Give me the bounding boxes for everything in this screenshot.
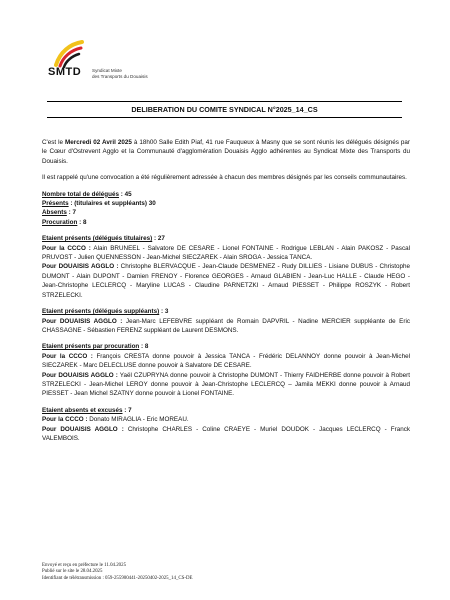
footer-prefecture: Envoyé et reçu en préfecture le 11.04.2025 <box>42 563 127 568</box>
footer-identifier: Identifiant de télétransmission : 059-255900441-20250402-2025_14_CS-DE <box>42 575 193 581</box>
section-procuration: Etaient présents par procuration : 8 Pour la CCCO : François CRESTA donne pouvoir à Jessica TANCA - Frédéric DELANNOY donne pouvoir à Jean-Michel SIECZAREK - Marc DELECLUSE donne pouvoir à Salvatore DE CESARE. Pour DOUAISIS AGGLO : Yaël CZUPRYNA donne pouvoir à Christophe DUMONT - Thierry FAIDHERBE donne pouvoir à Robert STRZELECKI - Jean-Michel LEROY donne pouvoir à Jean-Christophe LECLERCQ – Jamila MEKKI donne pouvoir à Arnaud PIESSET - Jean Michel SZATNY donne pouvoir à Lionel FONTAINE. <box>42 343 410 398</box>
meeting-date: Mercredi 02 Avril 2025 <box>65 139 132 146</box>
section-suppleants: Etaient présents (délégués suppléants) : 3 Pour DOUAISIS AGGLO : Jean-Marc LEFEBVRE suppléant de Romain DAPVRIL - Nadine MERCIER suppléante de Eric CHASSAGNE - Sébastien FERENZ suppléant de Laurent DESMONS. <box>42 308 411 334</box>
section-titulaires: Etaient présents (délégués titulaires) : 27 Pour la CCCO : Alain BRUNEEL - Salvatore DE CESARE - Lionel FONTAINE - Rodrigue LEBLAN - Alain PAKOSZ - Pascal PRUVOST - Julien QUENNESSON - Jean-Michel SIECZAREK - Alain SROGA - Jessica TANCA. Pour DOUAISIS AGGLO : Christophe BLERVACQUE - Jean-Claude DESMENEZ - Rudy DILLIES - Lisiane DUBUS - Christophe DUMONT - Alain DUPONT - Damien FRENOY - Florence GEORGES - Arnaud GLABIEN - Jean-Luc HALLE - Claude HEGO - Jean-Christophe LECLERCQ - Maryline LUCAS - Claudine PARNETZKI - Arnaud PIESSET - Philippe ROSZYK - Robert STRZELECKI. <box>42 235 410 299</box>
section-absents: Etaient absents et excusés : 7 Pour la CCCO : Donato MIRAGLIA - Eric MOREAU. Pour DOUAISIS AGGLO : Christophe CHARLES - Coline CRAEYE - Muriel DOUDOK - Jacques LECLERCQ - Franck VALEMBOIS. <box>42 406 410 442</box>
logo-wordmark: SMTD <box>48 66 82 78</box>
smtd-logo <box>48 38 168 88</box>
transmission-footer <box>42 563 410 582</box>
logo-emblem-icon <box>48 38 88 68</box>
document-body <box>42 138 410 443</box>
intro-paragraph: C'est le Mercredi 02 Avril 2025 à 18h00 Salle Edith Piaf, 41 rue Fauqueux à Masny que se sont réunis les délégués désignés par le Cœur d'Ostrevent Agglo et la Communauté d'agglomération Douaisis Agglo adhérentes au Syndicat Mixte des Transports du Douaisis. <box>42 139 410 165</box>
page-title: DELIBERATION DU COMITE SYNDICAL N°2025_14_CS <box>47 101 402 118</box>
logo-subtitle: Syndicat Mixte des Transports du Douaisis <box>92 68 148 79</box>
counts-block: Nombre total de délégués : 45 Présents : (titulaires et suppléants) 30 Absents : 7 Procuration : 8 <box>42 190 156 226</box>
footer-publication: Publié sur le site le 28.04.2025 <box>42 569 103 575</box>
reminder-paragraph: Il est rappelé qu'une convocation a été régulièrement adressée à chacun des membres désignés par les conseils communautaires. <box>42 174 407 182</box>
